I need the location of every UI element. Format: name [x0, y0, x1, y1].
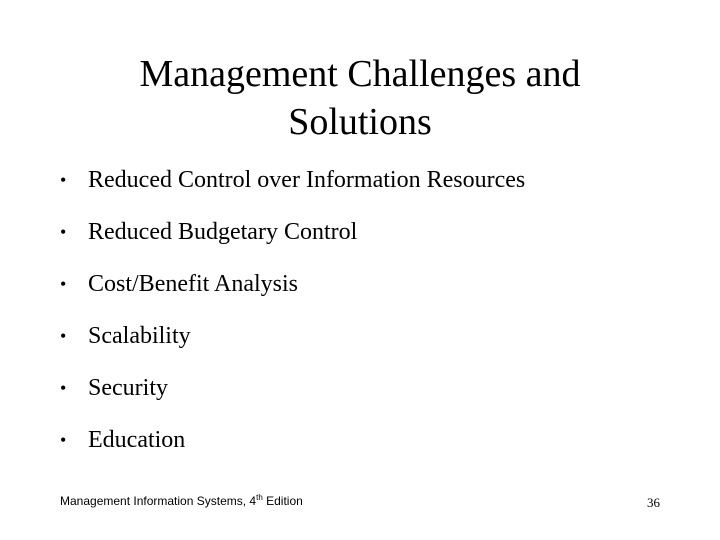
bullet-icon: • [60, 170, 67, 190]
bullet-list [60, 162, 525, 474]
slide-footer [60, 493, 303, 509]
bullet-item [60, 422, 525, 474]
bullet-item [60, 162, 525, 214]
bullet-item [60, 318, 525, 370]
slide-title-line-2: Solutions [288, 101, 432, 143]
bullet-text: Cost/Benefit Analysis [88, 271, 298, 297]
bullet-text: Reduced Control over Information Resources [88, 167, 526, 193]
slide-title-line-1: Management Challenges and [139, 53, 581, 95]
bullet-item [60, 370, 525, 422]
bullet-text: Security [88, 375, 168, 401]
bullet-item [60, 214, 525, 266]
bullet-text: Reduced Budgetary Control [88, 219, 358, 245]
footer-text-end: Edition [262, 494, 303, 508]
bullet-item [60, 266, 525, 318]
footer-text-start: Management Information Systems, 4 [60, 494, 257, 508]
page-number: 36 [647, 495, 660, 510]
bullet-icon: • [60, 274, 67, 294]
slide-title [0, 50, 720, 146]
bullet-icon: • [60, 430, 67, 450]
bullet-text: Scalability [88, 323, 191, 349]
footer-superscript: th [256, 493, 263, 502]
bullet-text: Education [88, 427, 186, 453]
bullet-icon: • [60, 378, 67, 398]
bullet-icon: • [60, 326, 67, 346]
bullet-icon: • [60, 222, 67, 242]
